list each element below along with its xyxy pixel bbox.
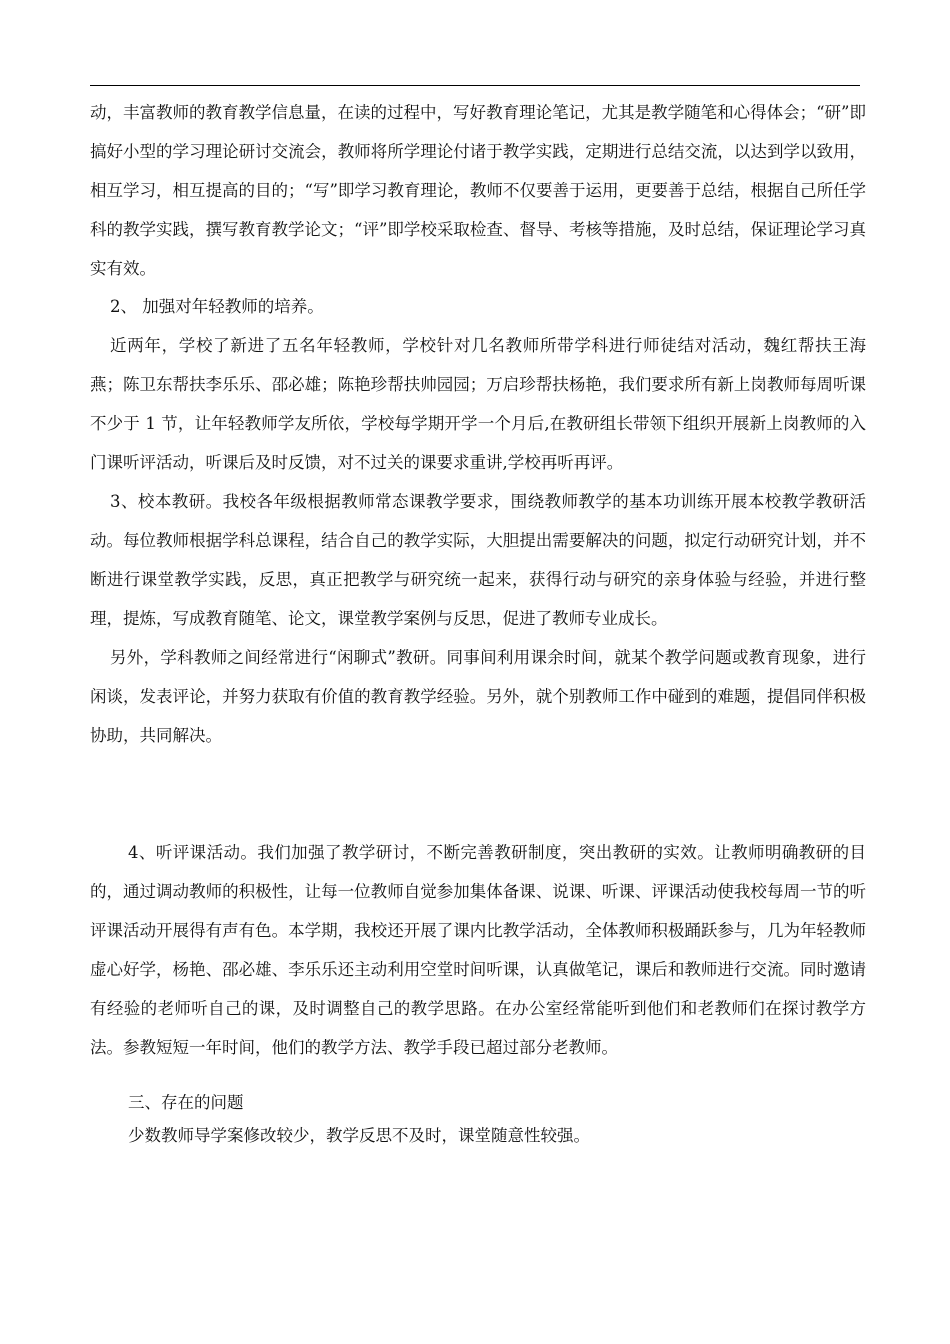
paragraph-casual-research: 另外，学科教师之间经常进行“闲聊式”教研。同事间利用课余时间，就某个教学问题或教育现象，进行闲谈，发表评论，并努力获取有价值的教育教学经验。另外，就个别教师工作中碰到的难题，提倡同伴积极协助，共同解决。 <box>90 648 866 745</box>
section-title-problems: 三、存在的问题 <box>128 1093 244 1112</box>
spacer <box>90 1067 866 1083</box>
header-rule <box>90 85 860 86</box>
paragraph-lesson-evaluation: 4、听评课活动。我们加强了教学研讨，不断完善教研制度，突出教研的实效。让教师明确教研的目的，通过调动教师的积极性，让每一位教师自觉参加集体备课、说课、听课、评课活动使我校每周一节的听评课活动开展得有声有色。本学期，我校还开展了课内比教学活动，全体教师积极踊跃参与，几为年轻教师 虚心好学，杨艳、邵必雄、李乐乐还主动利用空堂时间听课，认真做笔记，课后和教师进行交流。同时邀请有经验的老师听自己的课，及时调整自己的教学思路。在办公室经常能听到他们和老教师们在探讨教学方法。参教短短一年时间，他们的教学方法、教学手段已超过部分老教师。 <box>90 843 866 1057</box>
paragraph-problems: 少数教师导学案修改较少，教学反思不及时，课堂随意性较强。 <box>128 1126 590 1145</box>
heading-young-teachers: 2、 加强对年轻教师的培养。 <box>110 297 324 316</box>
paragraph-young-teachers: 近两年，学校了新进了五名年轻教师，学校针对几名教师所带学科进行师徒结对活动，魏红帮扶王海燕；陈卫东帮扶李乐乐、邵必雄；陈艳珍帮扶帅园园；万启珍帮扶杨艳，我们要求所有新上岗教师每周听课不少于 1 节，让年轻教师学友所依，学校每学期开学一个月后,在教研组长带领下组织开展新上岗教师的入门课听评活动，听课后及时反馈，对不过关的课要求重讲,学校再听再评。 <box>90 336 866 472</box>
paragraph-theory-study: 动，丰富教师的教育教学信息量，在读的过程中，写好教育理论笔记，尤其是教学随笔和心得体会；“研”即搞好小型的学习理论研讨交流会，教师将所学理论付诸于教学实践，定期进行总结交流，以达到学以致用，相互学习，相互提高的目的；“写”即学习教育理论，教师不仅要善于运用，更要善于总结，根据自己所任学科的教学实践，撰写教育教学论文；“评”即学校采取检查、督导、考核等措施，及时总结，保证理论学习真实有效。 <box>90 103 866 278</box>
spacer <box>90 755 866 833</box>
paragraph-school-research: 3、校本教研。我校各年级根据教师常态课教学要求，围绕教师教学的基本功训练开展本校教学教研活动。每位教师根据学科总课程，结合自己的教学实际，大胆提出需要解决的问题，拟定行动研究计划，并不断进行课堂教学实践，反思，真正把教学与研究统一起来，获得行动与研究的亲身体验与经验，并进行整理，提炼，写成教育随笔、论文，课堂教学案例与反思，促进了教师专业成长。 <box>90 492 866 628</box>
document-body <box>90 93 866 1155</box>
